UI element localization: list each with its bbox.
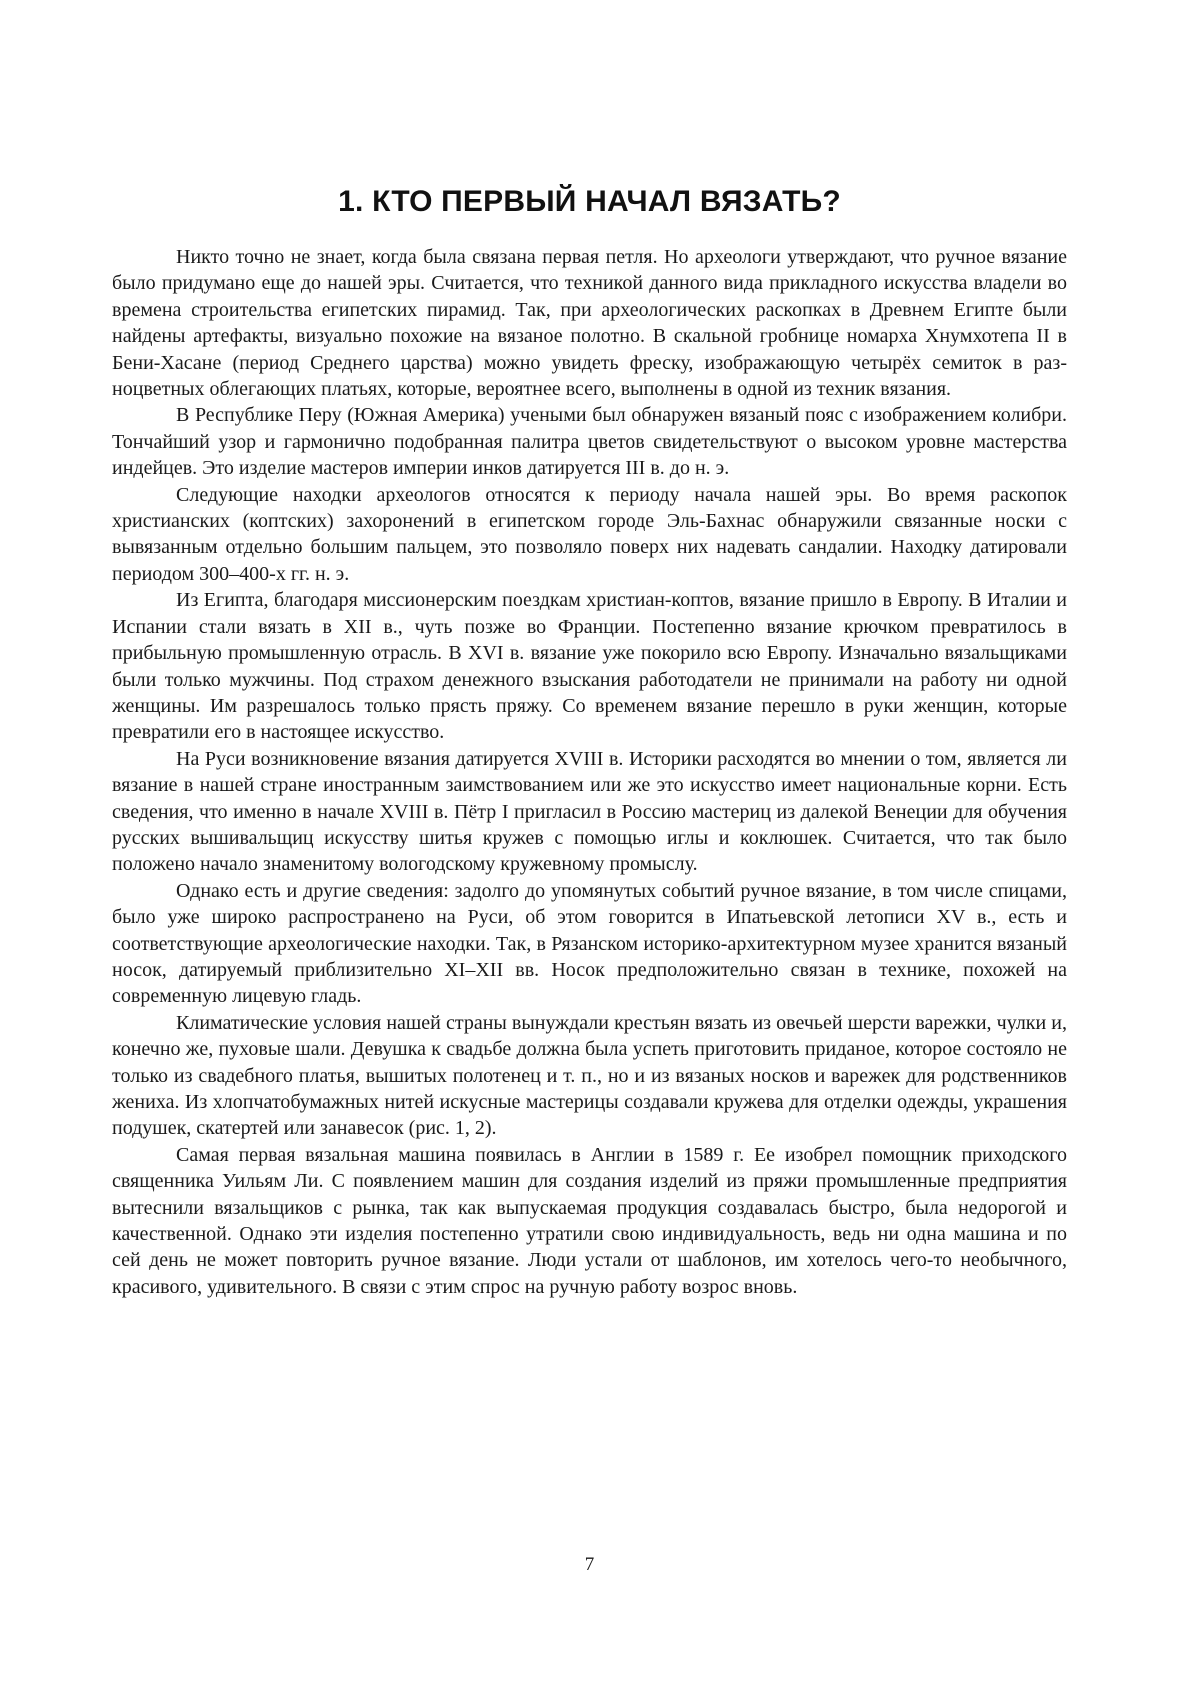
- paragraph-4: Из Египта, благодаря миссионерским поездкам христиан-коптов, вязание пришло в Европу. В Италии и Испании стали вязать в XII в., чуть позже во Франции. Постепенно вязание крючком превратилось в прибыльную промышленную отрасль. В XVI в. вязание уже покорило всю Европу. Изначально вязальщиками были только мужчины. Под страхом денежного взыскания работодатели не принимали на работу ни одной женщины. Им разрешалось только прясть пряжу. Со временем вязание перешло в руки женщин, которые превратили его в настоящее искусство.: [112, 589, 1067, 744]
- paragraph-6: Однако есть и другие сведения: задолго до упомянутых событий ручное вязание, в том числе спицами, было уже широко распространено на Руси, об этом говорится в Ипатьевской летописи XV в., есть и соответствующие археологические находки. Так, в Рязанском историко-архитектурном музее хранится вязаный носок, датируемый приблизительно XI–XII вв. Носок предположительно связан в технике, похожей на современную лицевую гладь.: [112, 879, 1067, 1008]
- paragraph-8: Самая первая вязальная машина появилась в Англии в 1589 г. Ее изобрел помощник приходского священника Уильям Ли. С появлением машин для создания изделий из пряжи промышленные предприятия вытеснили вязальщиков с рынка, так как выпускаемая продукция создавалась быстро, была недорогой и качественной. Однако эти изделия постепенно утратили свою индивидуальность, ведь ни одна машина и по сей день не может повторить ручное вязание. Люди устали от шаблонов, им хотелось чего-то необычного, красивого, удивительного. В связи с этим спрос на ручную работу возрос вновь.: [112, 1143, 1067, 1298]
- paragraph-3: Следующие находки археологов относятся к периоду начала нашей эры. Во время раскопок христианских (коптских) захоронений в египетском городе Эль-Бахнас обнаружили связанные носки с вывязанным отдельно большим пальцем, это позволяло поверх них надевать сандалии. Находку датировали периодом 300–400-х гг. н. э.: [112, 483, 1067, 585]
- paragraph-1: Никто точно не знает, когда была связана первая петля. Но археологи утверждают, что ручное вязание было придумано еще до нашей эры. Считается, что техникой данного вида прикладного искусства владели во времена строительства египетских пирамид. Так, при археологических раскопках в Древнем Египте были найдены артефакты, визуально похожие на вязаное полотно. В скальной гробнице номарха Хнумхотепа II в Бени-Хасане (период Среднего царства) можно увидеть фреску, изображающую четырёх семиток в разноцветных облегающих платьях, которые, вероятнее всего, выполнены в одной из техник вязания.: [112, 246, 1067, 401]
- paragraph-7: Климатические условия нашей страны вынуждали крестьян вязать из овечьей шерсти варежки, чулки и, конечно же, пуховые шали. Девушка к свадьбе должна была успеть приготовить приданое, которое состояло не только из свадебного платья, вышитых полотенец и т. п., но и из вязаных носков и варежек для родственников жениха. Из хлопчатобумажных нитей искусные мастерицы создавали кружева для отделки одежды, украшения подушек, скатертей или занавесок (рис. 1, 2).: [112, 1011, 1067, 1140]
- chapter-body: [112, 244, 1067, 1300]
- book-page: [112, 0, 1067, 1684]
- paragraph-5: На Руси возникновение вязания датируется XVIII в. Историки расходятся во мнении о том, является ли вязание в нашей стране иностранным заимствованием или же это искусство имеет национальные корни. Есть сведения, что именно в начале XVIII в. Пётр I пригласил в Россию мастериц из далекой Венеции для обучения русских вышивальщиц искусству шитья кружев с помощью иглы и коклюшек. Считается, что так было положено начало знаменитому вологодскому кружевному промыслу.: [112, 747, 1067, 876]
- chapter-title: 1. КТО ПЕРВЫЙ НАЧАЛ ВЯЗАТЬ?: [338, 185, 841, 218]
- page-number: 7: [584, 1554, 595, 1575]
- paragraph-2: В Республике Перу (Южная Америка) учеными был обнаружен вязаный пояс с изображением колибри. Тончайший узор и гармонично подобранная палитра цветов свидетельствуют о высоком уровне мастерства индейцев. Это изделие мастеров империи инков датируется III в. до н. э.: [112, 404, 1067, 480]
